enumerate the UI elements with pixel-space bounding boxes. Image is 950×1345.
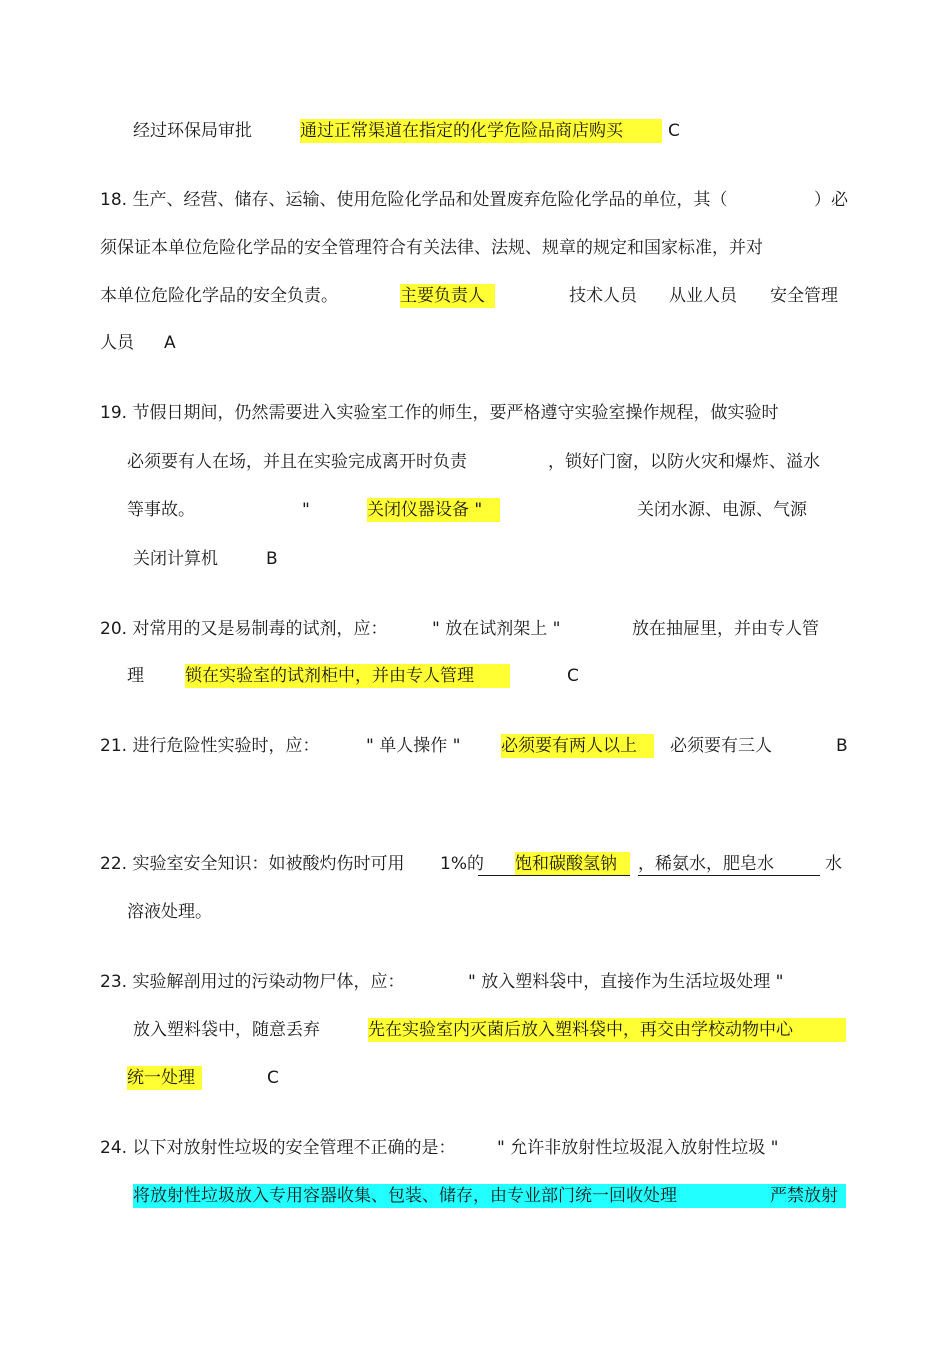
q23-option-c-highlight-part1: 先在实验室内灭菌后放入塑料袋中，再交由学校动物中心 [368, 1018, 846, 1042]
q20-text-line1: 20. 对常用的又是易制毒的试剂，应： [100, 619, 388, 639]
q21-option-a: " 单人操作 " [366, 736, 461, 756]
q18-text-line1: 18. 生产、经营、储存、运输、使用危险化学品和处置废弃危险化学品的单位，其（ [100, 190, 728, 210]
q22-text-line2: 溶液处理。 [127, 902, 212, 922]
q22-percent: 1%的 [440, 854, 484, 874]
q18-option-a-highlight: 主要负责人 [400, 284, 495, 308]
q19-text-line3: 等事故。 [127, 500, 195, 520]
q18-option-c: 从业人员 [669, 286, 737, 306]
q23-option-a: " 放入塑料袋中，直接作为生活垃圾处理 " [468, 972, 784, 992]
q19-quote-mark: " [302, 500, 310, 520]
q22-fill-rest: ，稀氨水，肥皂水 [638, 852, 820, 876]
q23-option-b: 放入塑料袋中，随意丢弃 [133, 1020, 320, 1040]
q24-option-b-highlight [133, 1184, 846, 1208]
q24-text-line1: 24. 以下对放射性垃圾的安全管理不正确的是： [100, 1138, 456, 1158]
q20-option-c-highlight: 锁在实验室的试剂柜中，并由专人管理 [185, 664, 510, 688]
q22-fill-highlight: 饱和碳酸氢钠 [515, 852, 630, 876]
q23-option-c-highlight-part2: 统一处理 [127, 1066, 202, 1090]
q22-text-line1: 22. 实验室安全知识：如被酸灼伤时可用 [100, 854, 405, 874]
q24-option-b-text: 将放射性垃圾放入专用容器收集、包装、储存，由专业部门统一回收处理 [133, 1186, 677, 1206]
q19-option-b: 关闭水源、电源、气源 [637, 500, 807, 520]
q22-blank-underline-left [478, 852, 515, 876]
q23-text-line1: 23. 实验解剖用过的污染动物尸体，应： [100, 972, 405, 992]
q17-answer: C [668, 121, 680, 141]
q19-text-line1: 19. 节假日期间，仍然需要进入实验室工作的师生，要严格遵守实验室操作规程，做实验时 [100, 403, 779, 423]
q21-text-line1: 21. 进行危险性实验时，应： [100, 736, 320, 756]
q17-option-b: 经过环保局审批 [133, 121, 252, 141]
q20-option-a: " 放在试剂架上 " [432, 619, 561, 639]
q18-text-line2: 须保证本单位危险化学品的安全管理符合有关法律、法规、规章的规定和国家标准，并对 [100, 238, 763, 258]
q18-option-d-part1: 安全管理 [770, 286, 838, 306]
q18-option-d-part2: 人员 [100, 333, 134, 353]
q19-option-c: 关闭计算机 [133, 549, 218, 569]
q18-answer: A [164, 333, 176, 353]
q21-option-b-highlight: 必须要有两人以上 [501, 734, 654, 758]
q19-text-line2: 必须要有人在场，并且在实验完成离开时负责 [127, 452, 467, 472]
q22-text-end: 水 [825, 854, 842, 874]
q24-option-c-text: 严禁放射 [770, 1186, 838, 1206]
q17-option-c-highlight: 通过正常渠道在指定的化学危险品商店购买 [300, 119, 662, 143]
q20-option-b-part1: 放在抽屉里，并由专人管 [632, 619, 819, 639]
q18-option-b: 技术人员 [569, 286, 637, 306]
q20-option-b-part2: 理 [127, 666, 144, 686]
q23-answer: C [267, 1068, 279, 1088]
q24-option-a: " 允许非放射性垃圾混入放射性垃圾 " [497, 1138, 779, 1158]
q21-option-c: 必须要有三人 [670, 736, 772, 756]
q21-answer: B [836, 736, 848, 756]
q19-text-line2-b: ，锁好门窗，以防火灾和爆炸、溢水 [548, 452, 820, 472]
q20-answer: C [567, 666, 579, 686]
q19-option-a-highlight: 关闭仪器设备 " [367, 498, 500, 522]
q18-text-line3: 本单位危险化学品的安全负责。 [100, 286, 338, 306]
q18-text-line1-end: ）必 [814, 190, 848, 210]
q19-answer: B [266, 549, 278, 569]
